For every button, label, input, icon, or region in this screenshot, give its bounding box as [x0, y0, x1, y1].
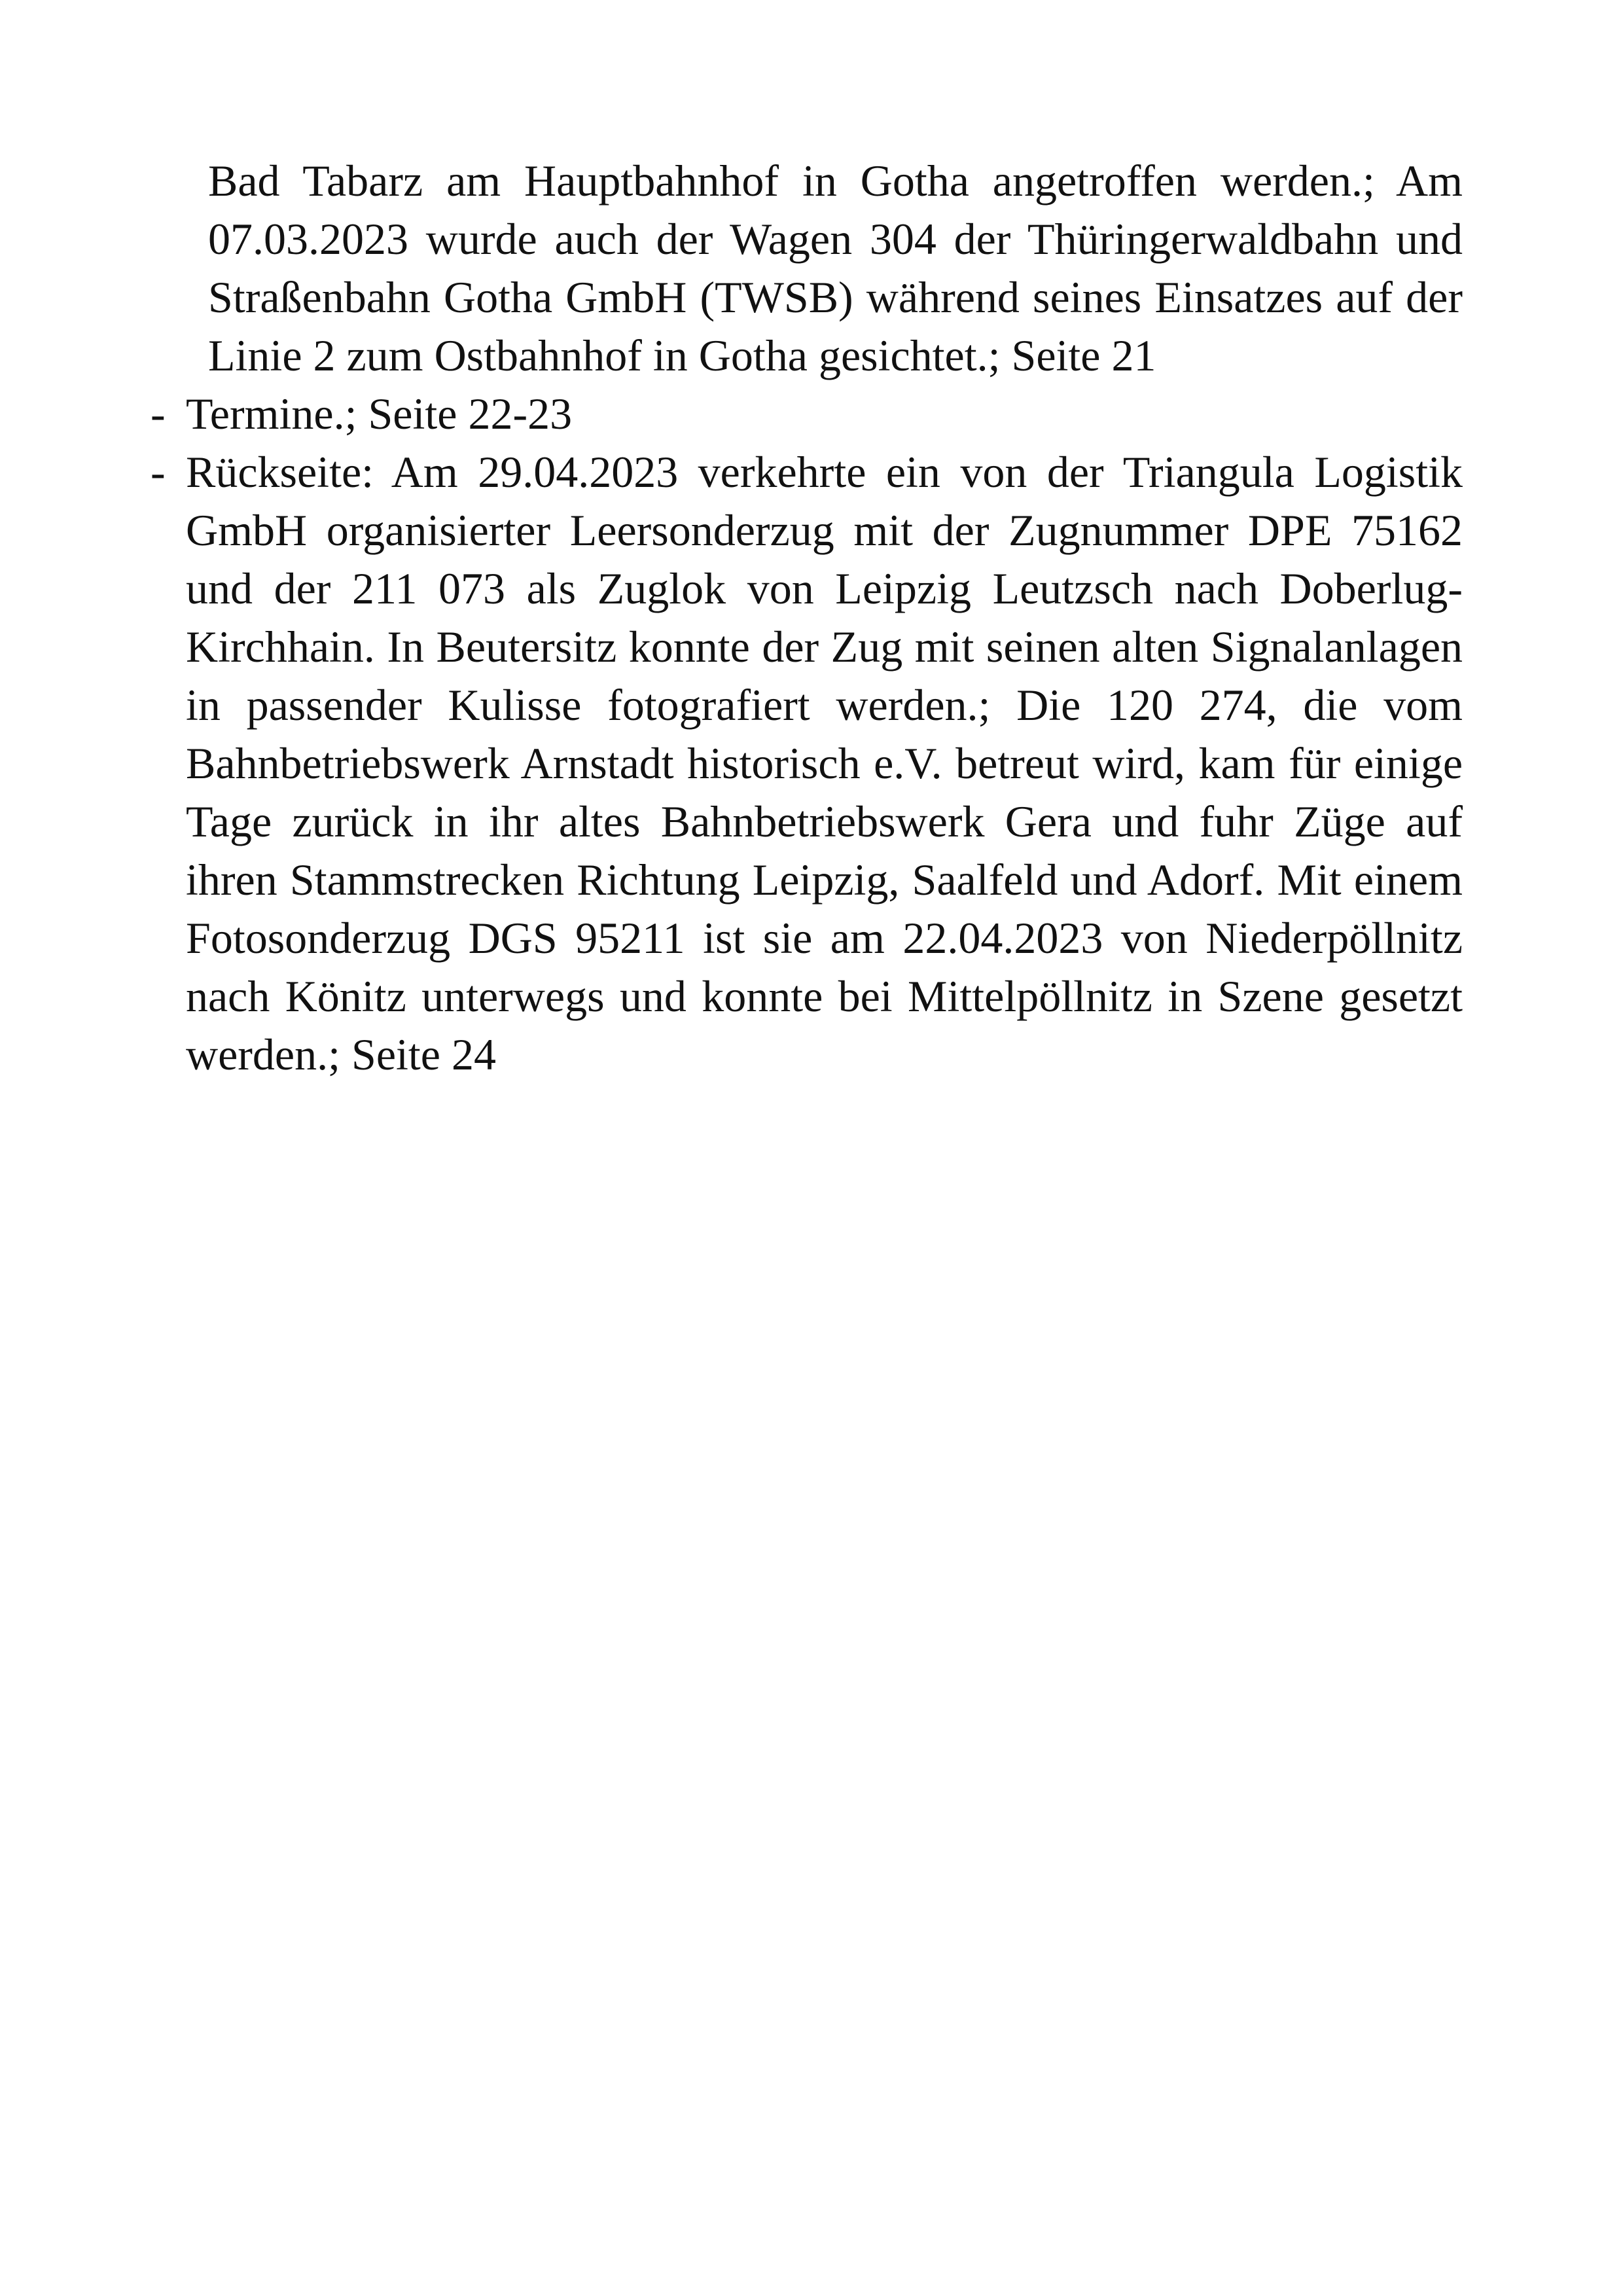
list-item-rueckseite: [151, 443, 1463, 1084]
list-item-termine: [151, 385, 1463, 443]
document-body: [0, 152, 1623, 1084]
list-bullet: -: [151, 447, 166, 497]
list-bullet: -: [151, 389, 166, 439]
list-item-text: Rückseite: Am 29.04.2023 verkehrte ein von der Triangula Logistik GmbH organisierter Leersonderzug mit der Zugnummer DPE 75162 und der 211 073 als Zuglok von Leipzig Leutzsch nach Doberlug-Kirchhain. In Beutersitz konnte der Zug mit seinen alten Signalanlagen in passender Kulisse fotografiert werden.; Die 120 274, die vom Bahnbetriebswerk Arnstadt historisch e.V. betreut wird, kam für einige Tage zurück in ihr altes Bahnbetriebswerk Gera und fuhr Züge auf ihren Stammstrecken Richtung Leipzig, Saalfeld und Adorf. Mit einem Fotosonderzug DGS 95211 ist sie am 22.04.2023 von Niederpöllnitz nach Könitz unterwegs und konnte bei Mittelpöllnitz in Szene gesetzt werden.; Seite 24: [186, 447, 1463, 1079]
continuation-paragraph: Bad Tabarz am Hauptbahnhof in Gotha angetroffen werden.; Am 07.03.2023 wurde auch der Wagen 304 der Thüringerwaldbahn und Straßenbahn Gotha GmbH (TWSB) während seines Einsatzes auf der Linie 2 zum Ostbahnhof in Gotha gesichtet.; Seite 21: [208, 156, 1463, 380]
list-item-text: Termine.; Seite 22-23: [186, 389, 573, 439]
